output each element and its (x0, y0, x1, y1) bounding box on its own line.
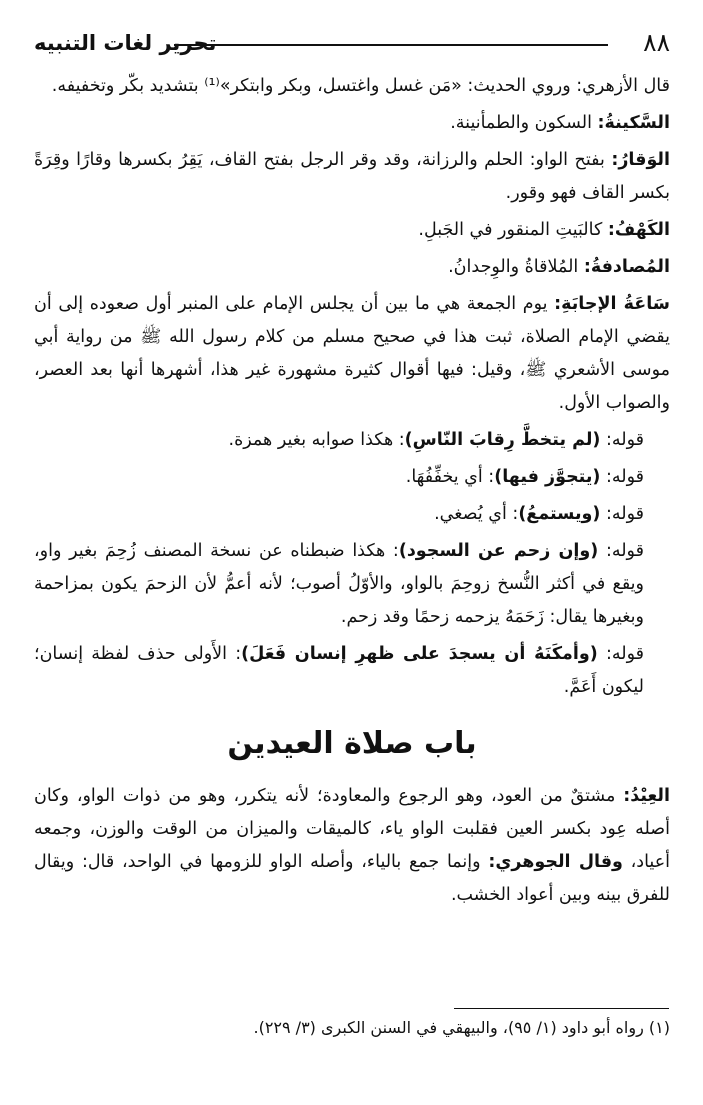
entry-kahf (34, 214, 670, 247)
entry-term-jawhari: وقال الجوهري: (488, 852, 623, 872)
running-title: تحرير لغات التنبيه (34, 31, 217, 55)
qawl-text: : أي يُصغي. (434, 504, 519, 524)
paragraph-text: قال الأزهري: وروي الحديث: «مَن غسل واغتسل، وبكر وابتكر»⁽¹⁾ بتشديد بكّر وتخفيفه. (51, 76, 670, 96)
qawl-prefix: قوله: (598, 541, 644, 561)
entry-eid (34, 780, 670, 912)
entry-saat-al-ijaba (34, 288, 670, 420)
entry-text: السكون والطمأنينة. (450, 113, 598, 133)
entry-musadafa (34, 251, 670, 284)
qawl-entry (34, 461, 670, 494)
qawl-quote: (يتجوَّز فيها) (494, 467, 601, 487)
qawl-quote: (ويستمعُ) (518, 504, 601, 524)
qawl-prefix: قوله: (600, 504, 644, 524)
entry-text: مشتقٌ من العود، وهو الرجوع والمعاودة؛ لأنه يتكرر، وهو من ذوات الواو، وكان أصله عِود بكسر العين فقلبت الواو ياء، كالميقات والميزان من الوقت والوزن، وجمعه أعياد، (34, 786, 670, 872)
qawl-entry (34, 424, 670, 457)
qawl-prefix: قوله: (600, 467, 644, 487)
entry-term: المُصادفةُ: (583, 257, 670, 277)
page-header (34, 28, 670, 62)
entry-term: العِيْدُ: (623, 786, 670, 806)
entry-waqar (34, 144, 670, 210)
qawl-entry (34, 535, 670, 634)
footnote: (١) رواه أبو داود (١/ ٩٥)، والبيهقي في السنن الكبرى (٣/ ٢٢٩). (253, 1018, 670, 1037)
entry-text: المُلاقاةُ والوِجدانُ. (448, 257, 584, 277)
entry-term: الكَهْفُ: (607, 220, 670, 240)
qawl-prefix: قوله: (597, 644, 644, 664)
header-rule (174, 44, 608, 46)
entry-text-jawhari: وإنما جمع بالياء، وأصله الواو للزومها في الواحد، قال: ويقال للفرق بينه وبين أعواد الخشب. (34, 852, 670, 905)
page-number: ٨٨ (643, 28, 670, 57)
entry-text: بفتح الواو: الحلم والرزانة، وقد وقر الرجل بفتح القاف، يَقِرُ بكسرها وقارًا وقِرَةً بكسر القاف فهو وقور. (34, 150, 670, 203)
qawl-text: : الأَولى حذف لفظة إنسان؛ ليكون أَعَمَّ. (34, 644, 644, 697)
qawl-quote: (وإن زحم عن السجود) (398, 541, 599, 561)
section-heading: باب صلاة العيدين (227, 726, 477, 761)
qawl-text: : هكذا صوابه بغير همزة. (228, 430, 405, 450)
entry-term: السَّكينةُ: (597, 113, 670, 133)
entry-text: يوم الجمعة هي ما بين أن يجلس الإمام على المنبر أول صعوده إلى أن يقضي الإمام الصلاة، ثبت هذا في صحيح مسلم من كلام رسول الله ﷺ من رواية أبي موسى الأشعري ﷺ، وقيل: فيها أقوال كثيرة مشهورة غير هذا، أشهرها أنها بعد العصر، والصواب الأول. (34, 294, 670, 413)
entry-term: الوَقارُ: (611, 150, 670, 170)
qawl-entry (34, 498, 670, 531)
page-body (34, 70, 670, 916)
qawl-quote: (لم يتخطَّ رِقابَ النّاسِ) (404, 430, 601, 450)
entry-sakina (34, 107, 670, 140)
footnote-rule (454, 1008, 669, 1009)
entry-text: كالبَيتِ المنقور في الجَبلِ. (418, 220, 608, 240)
paragraph-azhari (34, 70, 670, 103)
qawl-quote: (وأمكَنَهُ أن يسجدَ على ظهرِ إنسان فَعَلَ) (241, 644, 598, 664)
qawl-prefix: قوله: (600, 430, 644, 450)
qawl-text: : أي يخفِّفُهَا. (405, 467, 495, 487)
qawl-entry (34, 638, 670, 704)
qawl-text: : هكذا ضبطناه عن نسخة المصنف زُحِمَ بغير واو، ويقع في أكثر النُّسخ زوحِمَ بالواو، والأوّلُ أصوب؛ لأنه أعمُّ لأن الزحمَ يكون بمزاحمة وبغيرها يقال: زَحَمَهُ يزحمه زحمًا وقد زحم. (34, 541, 644, 627)
entry-term: سَاعَةُ الإجابَةِ: (554, 294, 670, 314)
